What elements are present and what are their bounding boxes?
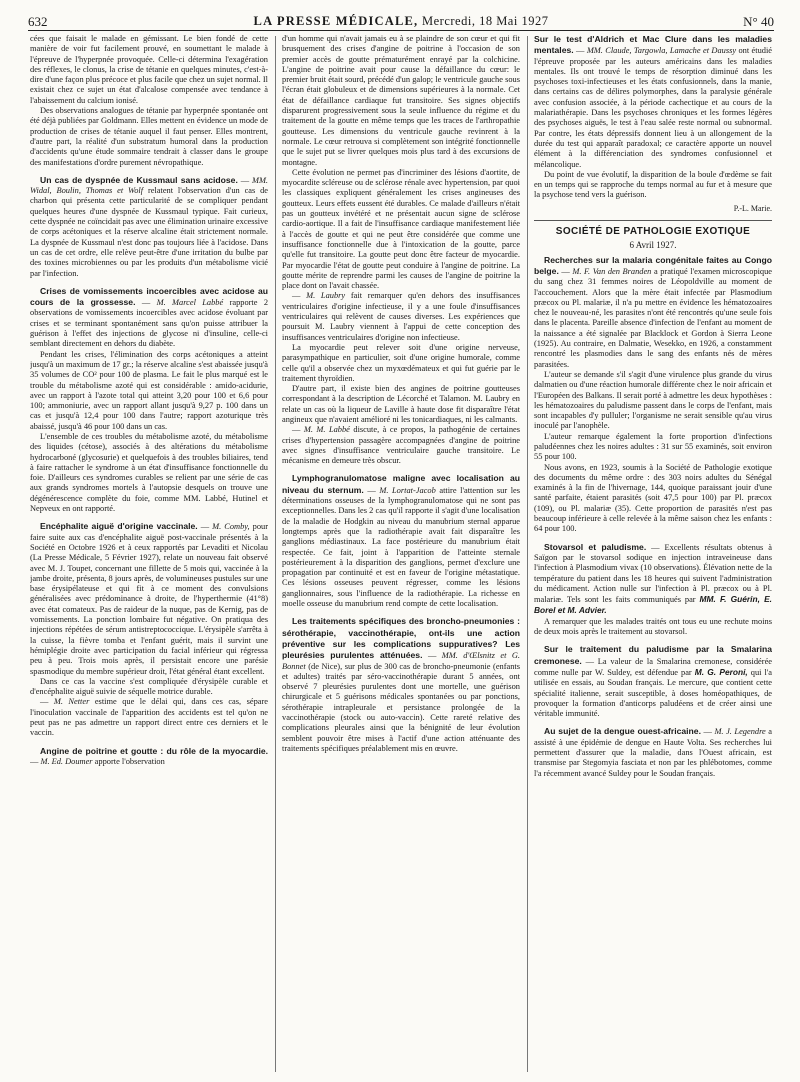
article-angine: Angine de poitrine et goutte : du rôle de la myocardie. — M. Ed. Doumer apporte l'observation (30, 745, 268, 766)
article-aldrich: Sur le test d'Aldrich et Mac Clure dans les maladies mentales. — MM. Claude, Targowla, Lamache et Daussy ont étudié l'épreuve proposée par les auteurs américains dans les maladies mentales. Ils ont trouvé le temps de résorption diminué dans les psychoses toxi-infectieuses et les états confusionnels, dans la manie, dans certains cas de délires polymorphes, dans la paralysie générale avec confusion associée, à la période cachectique et au cours de la malariathérapie. Dans les psychoses chroniques et les formes légères des psychoses aiguës, le test à l'eau salée reste normal ou subnormal. Par contre, les états dépressifs donnent lieu à un allongement de la durée du test qui apparaît paradoxal; ce caractère apporte un nouvel élément à la différenciation des syndromes confusionnel et mélancolique. (534, 34, 772, 169)
paragraph: Dans ce cas la vaccine s'est compliquée d'érysipèle curable et d'encéphalite aiguë suivie de séquelle motrice durable. (30, 676, 268, 697)
article-authors: M. Comby, (212, 522, 250, 532)
issue-number: N° 40 (743, 14, 774, 29)
paragraph: d'un homme qui n'avait jamais eu à se plaindre de son cœur et qui fit brusquement des crises d'angine de poitrine à l'occasion de son premier accès de goutte prématurément enrayé par la colchicine. L'angine de poitrine avait pour cause la défaillance du cœur: le premier bruit était sourd, précédé d'un galop; le ventricule gauche sous l'écran était globuleux et de dimensions supérieures à la normale. Cet état de défaillance cardiaque fut transitoire. Ses signes objectifs disparurent progressivement sous la seule influence du régime et du traitement de la goutte en même temps que les traces de l'arthropathie goutteuse. Les dimensions du ventricule gauche revinrent à la normale. Le cœur retrouva si complètement son intégrité fonctionnelle que le sujet put se livrer quelques mois plus tard à des excursions de montagne. (282, 34, 520, 167)
paragraph: — M. M. Labbé discute, à ce propos, la pathogénie de certaines crises d'hypertension passagère accompagnées d'angine de poitrine avec signes d'insuffisance ventriculaire gauche transitoire. Le mécanisme en demeure très obscur. (282, 425, 520, 466)
paragraph-text: fait remarquer qu'en dehors des insuffisances ventriculaires d'origine infectieuse, il y a une foule d'insuffisances ventriculaires qui relèvent de causes diverses. Les expériences que poursuit M. Laubry viennent à l'appui de cette conception des insuffisances ventriculaires d'origine non infectieuse. (282, 291, 520, 342)
article-authors: MM. Widal, Boulin, Thomas et Wolf (30, 175, 268, 196)
article-text: a assisté à une épidémie de dengue en Haute Volta. Ses recherches lui permettent d'assurer que la maladie, dans l'Ouest africain, est transmise par Stegomyia fasciata et non par les phlébotomes, comme l'a récemment avancé Suldey pour le Soudan français. (534, 727, 772, 778)
issue-date: Mercredi, 18 Mai 1927 (422, 14, 549, 28)
paragraph: La myocardie peut relever soit d'une origine nerveuse, parasympathique en particulier, soit d'une origine humorale, comme celle qu'il a observée chez un myxœdémateux et qui fut guérie par le traitement thyroïdien. (282, 342, 520, 383)
article-title: Lymphogranulomatose maligne avec localisation au niveau du sternum. (282, 473, 520, 495)
paragraph: — M. Netter estime que le délai qui, dans ces cas, sépare l'inoculation vaccinale de l'apparition des accidents est tel qu'on ne peut pas ne pas admettre un rapport direct entre ces derniers et le vaccin. (30, 697, 268, 738)
column-3 (534, 34, 772, 1074)
article-title: Sur le traitement du paludisme par la Smalarina cremonese. (534, 644, 772, 666)
article-title: Crises de vomissements incoercibles avec acidose au cours de la grossesse. (30, 285, 268, 308)
paragraph: Cette évolution ne permet pas d'incriminer des lésions d'aortite, de myocardite scléreuse ou de sclérose rénale avec hypertension, par quoi les classiques expliquent généralement les crises angineuses des goutteux. Leurs effets eussent été durables. Ce malade d'ailleurs n'était pas un goutteux invétéré et ne présentait aucun signe de sclérose cardio-aortique. Il a fait de l'insuffisance cardiaque manifestement liée à l'accès de goutte et qui ne peut être considérée que comme une insuffisance fonctionnelle due à l'intoxication de la goutte, parce qu'elle fut transitoire. La goutte peut donc être facteur de myocardie. Par myocardie l'état de goutte peut conduire à l'angine de poitrine. La goutte mérite de reprendre parmi les causes de l'angine de poitrine la place dont on l'avait chassée. (282, 167, 520, 291)
article-authors: M. J. Legendre (714, 727, 766, 737)
article-dengue: Au sujet de la dengue ouest-africaine. — M. J. Legendre a assisté à une épidémie de dengue en Haute Volta. Ses recherches lui permettent d'assurer que la maladie, dans l'Ouest africain, est transmise par Stegomyia fasciata et non par les phlébotomes, comme l'a récemment avancé Suldey pour le Soudan français. (534, 726, 772, 778)
paragraph-text: estime que le délai qui, dans ces cas, sépare l'inoculation vaccinale de l'apparition des accidents est tel qu'on ne peut pas ne pas admettre un rapport direct entre ces derniers et le vaccin. (30, 697, 268, 738)
article-lymphogranulomatose: Lymphogranulomatose maligne avec localisation au niveau du sternum. — M. Lortat-Jacob attire l'attention sur les déterminations osseuses de la lymphogranulomatose qui ne sont pas exceptionnelles. Dans les 2 cas qu'il rapporte il s'agit d'une localisation de la maladie de Hodgkin au niveau du manubrium sternal apparue longtemps après que la radiothérapie avait fait disparaître les ganglions médiastinaux. La face postérieure du manubrium était respectée. Ce fait, joint à l'apparition de l'atteinte sternale postérieurement à la disparition des ganglions, permet d'exclure une propagation par continuité et est en faveur de l'origine métastatique. Ces lésions osseuses peuvent régresser, comme les lésions ganglionnaires, sous l'influence de la radiothérapie. La richesse en moelle osseuse du manubrium rend compte de cette localisation. (282, 473, 520, 609)
article-title: Au sujet de la dengue ouest-africaine. (544, 726, 701, 737)
column-divider (275, 36, 276, 1072)
discussant: M. Laubry (306, 291, 346, 301)
article-authors: M. Ed. Doumer (40, 756, 93, 766)
column-2 (282, 34, 520, 1074)
journal-name: LA PRESSE MÉDICALE, (253, 14, 419, 28)
paragraph: Des observations analogues de tétanie par hyperpnée spontanée ont été déjà publiées par Goldmann. Elles mettent en évidence un mode de production de crises de tétanie auquel il faut penser. Elles montrent, d'autre part, la réalité d'un substratum humoral dans la production d'accidents qu'une étude sommaire tendrait à classer dans le groupe des manifestations d'ordre purement névropathique. (30, 106, 268, 167)
article-text: relatent l'observation d'un cas de charbon qui présenta cette particularité de se compliquer pendant quelques heures d'une dyspnée de Kussmaul typique. Fait curieux, cette dyspnée ne coïncidait pas avec une élimination urinaire excessive de corps acétoniques et la réserve alcaline était strictement normale. La dyspnée de Kussmaul n'est donc pas toujours liée à l'acidose. Dans un cas de cet ordre, elle relève peut-être d'une irritation du bulbe par des toxines microbiennes ou par les produits d'un métabolisme vicié par l'infection. (30, 186, 268, 278)
running-title (28, 14, 774, 29)
article-authors: MM. F. Guérin, E. Borel et M. Advier. (534, 594, 772, 616)
article-vomissements: Crises de vomissements incoercibles avec acidose au cours de la grossesse. — M. Marcel Labbé rapporte 2 observations de vomissements incoercibles avec acidose évoluant par crises et se terminant spontanément sans qu'on puisse attribuer la guérison à l'effet des injections de glycose ni d'insuline, celle-ci semblant directement en dehors du diabète. (30, 285, 268, 349)
article-title: Les traitements spécifiques des broncho-pneumonies : sérothérapie, vaccinothérapie, ont-ils une action préventive sur les complications suppuratives? Les pleurésies purulentes atténuées. (282, 616, 520, 661)
column-divider (527, 36, 528, 1072)
article-authors: M. Lortat-Jacob (379, 485, 436, 495)
article-text: attire l'attention sur les déterminations osseuses de la lymphogranulomatose qui ne sont pas exceptionnelles. Dans les 2 cas qu'il rapporte il s'agit d'une localisation de la maladie de Hodgkin au niveau du manubrium sternal apparue longtemps après que la radiothérapie avait fait disparaître les ganglions médiastinaux. La face postérieure du manubrium était respectée. Ce fait, joint à l'apparition de l'atteinte sternale postérieurement à la disparition des ganglions, permet d'exclure une propagation par continuité et est en faveur de l'origine métastatique. Ces lésions osseuses peuvent régresser, comme les lésions ganglionnaires, sous l'influence de la radiothérapie. La richesse en moelle osseuse du manubrium rend compte de cette localisation. (282, 485, 520, 609)
paragraph: L'auteur se demande s'il s'agit d'une virulence plus grande du virus dalmatien ou d'une réaction humorale différente chez le noir africain et l'Européen des Balkans. Il serait porté à admettre les deux hypothèses : les hématozoaires du paludisme passent dans le corps de l'enfant, mais sont incapables d'y pulluler; l'organisme ne serait sensible qu'au virus inoculé par l'anophèle. (534, 369, 772, 431)
article-authors: M. Marcel Labbé (156, 298, 224, 308)
article-title: Sur le test d'Aldrich et Mac Clure dans les maladies mentales. (534, 34, 772, 56)
article-malaria-congenitale: Recherches sur la malaria congénitale faites au Congo belge. — M. F. Van den Branden a pratiqué l'examen microscopique du sang chez 31 femmes noires de Léopoldville au moment de l'accouchement. Alors que la mère était infectée par Plasmodium præcox ou Pl. malariæ, il n'a pu mettre en évidence les hématozoaires chez le nouveau-né, les parasites n'ont été rencontrés qu'une seule fois dans le placenta. Pareille absence d'infection de l'enfant au moment de la naissance a été signalée par Blacklock et Gordon à Sierra Leone (1925). Au contraire, en Dalmatie, Wesekko, en 1926, a constamment rencontré les plasmodies dans le sang des enfants nés de mères parasitées. (534, 254, 772, 369)
section-date: 6 Avril 1927. (629, 240, 677, 251)
article-title: Encéphalite aiguë d'origine vaccinale. (40, 521, 198, 532)
article-text: (de Nice), sur plus de 300 cas de broncho-pneumonie (enfants et adultes) traités par séro-vaccinothérapie durant 5 années, ont observé 7 pleurésies purulentes dont une mortelle, une guérison chirurgicale et 5 guérisons médicales spontanées ou par ponctions, sérothérapie intrapleurale et persistance prolongée de la vaccinothérapie (stock ou auto-vaccin). Cette rareté relative des complications pleurales ainsi que la bénignité de leur évolution semblent pouvoir être mises à l'actif d'une action atténuante des traitements spécifiques préalablement mis en œuvre. (282, 661, 520, 753)
column-1 (30, 34, 268, 1074)
article-text: ont étudié l'épreuve proposée par les auteurs américains dans les maladies mentales. Ils ont trouvé le temps de résorption diminué dans les psychoses toxi-infectieuses et les états confusionnels, dans la manie, dans certains cas de délires polymorphes, dans la paralysie générale avec confusion associée, à la période cachectique et au cours de la malariathérapie. Dans les psychoses chroniques et les formes légères des psychoses aiguës, le test à l'eau salée reste normal ou subnormal. Par contre, les états dépressifs donnent lieu à un allongement de la durée du test qui apparaît paradoxal; ce caractère apporte un nouvel élément à la différenciation des syndromes confusionnel et mélancolique. (534, 46, 772, 169)
article-text: pour faire suite aux cas d'encéphalite aiguë post-vaccinale présentés à la Société en Octobre 1926 et à ceux rapportés par Levaditi et Nicolau (La Presse Médicale, 5 Février 1927), relate un nouveau fait observé avec M. J. Toupet, concernant une fillette de 5 mois qui, vaccinée à la jambe droite, présenta, 8 jours après, de volumineuses pustules sur une base érysipélateuse et qui fit à ce moment des convulsions généralisées avec prédominance à droite, de l'hyperthermie (41°8) avec état comateux. Pas de raideur de la nuque, pas de Kernig, pas de vomissements. La ponction lombaire fut négative. On pratiqua des injections répétées de sérum antistreptococcique. L'érysipèle s'arrêta à la cuisse, la fièvre tomba et l'enfant guérit, mais il survint une hémiplégie droite avec participation du facial inférieur qui régressa peu à peu. Trois mois après, il persistait encore une parésie spasmodique du membre supérieur droit, l'état général étant excellent. (30, 522, 268, 676)
article-text: a pratiqué l'examen microscopique du sang chez 31 femmes noires de Léopoldville au moment de l'accouchement. Alors que la mère était infectée par Plasmodium præcox ou Pl. malariæ, il n'a pu mettre en évidence les hématozoaires chez le nouveau-né, les parasites n'ont été rencontrés qu'une seule fois dans le placenta. Pareille absence d'infection de l'enfant au moment de la naissance a été signalée par Blacklock et Gordon à Sierra Leone (1925). Au contraire, en Dalmatie, Wesekko, en 1926, a constamment rencontré les plasmodies dans le sang des enfants nés de mères parasitées. (534, 266, 772, 369)
article-text: Excellents résultats obtenus à Saïgon par le stovarsol sodique en injection intraveineuse dans l'infection à Plasmodium vivax (10 observations). Élévation nette de la température du patient dans les 18 heures qui suivent l'administration du médicament. Action nulle sur l'infection à Pl. præcox ou à Pl. malariæ. Tels sont les faits communiqués par (534, 542, 772, 605)
article-title: Stovarsol et paludisme. (544, 541, 647, 552)
article-title: Angine de poitrine et goutte : du rôle de la myocardie. (40, 745, 268, 756)
article-authors: MM. Claude, Targowla, Lamache et Daussy (586, 46, 737, 56)
article-encephalite: Encéphalite aiguë d'origine vaccinale. — M. Comby, pour faire suite aux cas d'encéphalite aiguë post-vaccinale présentés à la Société en Octobre 1926 et à ceux rapportés par Levaditi et Nicolau (La Presse Médicale, 5 Février 1927), relate un nouveau fait observé avec M. J. Toupet, concernant une fillette de 5 mois qui, vaccinée à la jambe droite, présenta, 8 jours après, de volumineuses pustules sur une base érysipélateuse et qui fit à ce moment des convulsions généralisées avec prédominance à droite, de l'hyperthermie (41°8) avec état comateux. Pas de raideur de la nuque, pas de Kernig, pas de vomissements. La ponction lombaire fut négative. On pratiqua des injections répétées de sérum antistreptococcique. L'érysipèle s'arrêta à la cuisse, la fièvre tomba et l'enfant guérit, mais il survint une hémiplégie droite avec participation du facial inférieur qui régressa peu à peu. Trois mois après, il persistait encore une parésie spasmodique du membre supérieur droit, l'état général étant excellent. (30, 521, 268, 676)
page-header (28, 8, 774, 31)
paragraph-text: discute, à ce propos, la pathogénie de certaines crises d'hypertension passagère accompagnées d'angine de poitrine avec signes d'insuffisance ventriculaire gauche transitoire. Le mécanisme en demeure très obscur. (282, 425, 520, 466)
article-broncho-pneumonies: Les traitements spécifiques des broncho-pneumonies : sérothérapie, vaccinothérapie, ont-ils une action préventive sur les complications suppuratives? Les pleurésies purulentes atténuées. — MM. d'Œlsnitz et G. Bonnet (de Nice), sur plus de 300 cas de broncho-pneumonie (enfants et adultes) traités par séro-vaccinothérapie durant 5 années, ont observé 7 pleurésies purulentes dont une mortelle, une guérison chirurgicale et 5 guérisons médicales spontanées ou par ponctions, sérothérapie intrapleurale et persistance prolongée de la vaccinothérapie (stock ou auto-vaccin). Cette rareté relative des complications pleurales ainsi que la bénignité de leur évolution semblent pouvoir être mises à l'actif d'une action atténuante des traitements spécifiques préalablement mis en œuvre. (282, 616, 520, 753)
article-title: Recherches sur la malaria congénitale faites au Congo belge. (534, 254, 772, 276)
article-text: apporte l'observation (94, 756, 165, 766)
paragraph: A remarquer que les malades traités ont tous eu une rechute moins de deux mois après le traitement au stovarsol. (534, 616, 772, 637)
paragraph: Nous avons, en 1923, soumis à la Société de Pathologie exotique des documents du même ordre : des 303 noirs adultes du Sénégal examinés à la fin de l'hivernage, 144, quoique paraissant jouir d'une santé parfaite, étaient parasités (soit 47,5 pour 100) par Pl. præcox (109), ou Pl. malariæ (35). Cette proportion de parasités n'est pas beaucoup inférieure à celle relevée à la même saison chez les enfants : 64 pour 100. (534, 462, 772, 534)
article-title: Un cas de dyspnée de Kussmaul sans acidose. (40, 174, 238, 185)
discussant: M. Netter (53, 697, 90, 707)
article-smalarina: Sur le traitement du paludisme par la Smalarina cremonese. — La valeur de la Smalarina cremonese, considérée comme nulle par W. Suldey, est défendue par M. G. Peroni, qui l'a utilisée en essais, au Soudan français. Le mercure, que contient cette spécialité italienne, serait susceptible, à doses homéopathiques, de provoquer la formation d'anticorps paludéens et de créer ainsi une véritable immunité. (534, 644, 772, 719)
paragraph: Du point de vue évolutif, la disparition de la boule d'œdème se fait en un temps qui se rapproche du temps normal au fur et à mesure que la psychose tend vers la guérison. (534, 169, 772, 200)
paragraph: Pendant les crises, l'élimination des corps acétoniques a atteint jusqu'à un maximum de 17 gr.; la réserve alcaline s'est abaissée jusqu'à 35 volumes de CO² pour 100 de plasma. Le fait le plus marqué est le trouble du métabolisme azoté qui est considérable : amido-acidurie, avec un rapport à l'azote total qui atteint 3,20 pour 100 et 6,6 pour 100; ammoniurie, avec un rapport allant jusqu'à 9,27 p. 100 dans un cas et jusqu'à 12,4 pour 100 dans l'autre; rapport azoturique très abaissé, jusqu'à 46 pour 100 dans un cas. (30, 349, 268, 431)
article-stovarsol: Stovarsol et paludisme. — Excellents résultats obtenus à Saïgon par le stovarsol sodique en injection intraveineuse dans l'infection à Plasmodium vivax (10 observations). Élévation nette de la température du patient dans les 18 heures qui suivent l'administration du médicament. Action nulle sur l'infection à Pl. præcox ou à Pl. malariæ. Tels sont les faits communiqués par MM. F. Guérin, E. Borel et M. Advier. (534, 541, 772, 616)
paragraph: — M. Laubry fait remarquer qu'en dehors des insuffisances ventriculaires d'origine infectieuse, il y a une foule d'insuffisances ventriculaires qui relèvent de causes diverses. Les expériences que poursuit M. Laubry viennent à l'appui de cette conception des insuffisances ventriculaires d'origine non infectieuse. (282, 291, 520, 342)
article-text: qui l'a utilisée en essais, au Soudan français. Le mercure, que contient cette spécialité italienne, serait susceptible, à doses homéopathiques, de provoquer la formation d'anticorps paludéens et de créer ainsi une véritable immunité. (534, 667, 772, 719)
paragraph: L'ensemble de ces troubles du métabolisme azoté, du métabolisme des liquides (cétose), associés à des altérations du métabolisme hydrocarboné (glycosurie) et quelquefois à des troubles biliaires, tend à faire rattacher le syndrome à un état d'insuffisance fonctionnelle du foie. D'ailleurs ces syndromes curables se relient par une série de cas aux grands syndromes mortels à l'autopsie desquels on trouve une dégénérescence complète du foie, comme MM. Labbé, Hutinel et Nepveux en ont rapporté. (30, 431, 268, 514)
article-text: La valeur de la Smalarina cremonese, considérée comme nulle par W. Suldey, est défendue par (534, 656, 772, 677)
paragraph: L'auteur remarque également la forte proportion d'infections paludéennes chez les noires adultes : 31 sur 55 examinés, soit environ 55 pour 100. (534, 431, 772, 462)
discussant: M. M. Labbé (303, 425, 350, 435)
page-number: 632 (28, 14, 48, 29)
signature: P.-L. Marie. (733, 203, 772, 213)
article-authors: MM. d'Œlsnitz et G. Bonnet (282, 651, 520, 671)
paragraph: cées que faisait le malade en gémissant. Le bien fondé de cette manière de voir fut facilement prouvé, en soumettant le malade à l'épreuve de l'hyperpnée provoquée. Celle-ci détermina l'exagération des réflexes, le clonus, la crise de tétanie en quelques minutes, c'est-à-dire d'une façon plus précoce et plus facile que chez un sujet normal. Il existait chez ce sujet un état d'alcalose compensée avec tendance à l'abaissement du calcium ionisé. (30, 34, 268, 105)
paragraph: D'autre part, il existe bien des angines de poitrine goutteuses correspondant à la description de Lécorché et Talamon. M. Laubry en relate un cas où la liqueur de Laville à haute dose fit disparaître l'état angineux que n'avaient amélioré ni les tonicardiaques, ni les calmants. (282, 384, 520, 424)
article-authors: M. G. Peroni, (694, 666, 748, 677)
section-heading: SOCIÉTÉ DE PATHOLOGIE EXOTIQUE (534, 220, 772, 237)
article-authors: M. F. Van den Branden (572, 266, 652, 276)
article-text: rapporte 2 observations de vomissements incoercibles avec acidose évoluant par crises et se terminant spontanément sans qu'on puisse attribuer la guérison à l'effet des injections de glycose ni d'insuline, celle-ci semblant directement en dehors du diabète. (30, 298, 268, 349)
article-kussmaul: Un cas de dyspnée de Kussmaul sans acidose. — MM. Widal, Boulin, Thomas et Wolf relatent l'observation d'un cas de charbon qui présenta cette particularité de se compliquer pendant quelques heures d'une dyspnée de Kussmaul typique. Fait curieux, cette dyspnée ne coïncidait pas avec une élimination urinaire excessive de corps acétoniques et la réserve alcaline était strictement normale. La dyspnée de Kussmaul n'est donc pas toujours liée à l'acidose. Dans un cas de cet ordre, elle relève peut-être d'une irritation du bulbe par des toxines microbiennes ou par les produits d'un métabolisme vicié par l'infection. (30, 174, 268, 278)
